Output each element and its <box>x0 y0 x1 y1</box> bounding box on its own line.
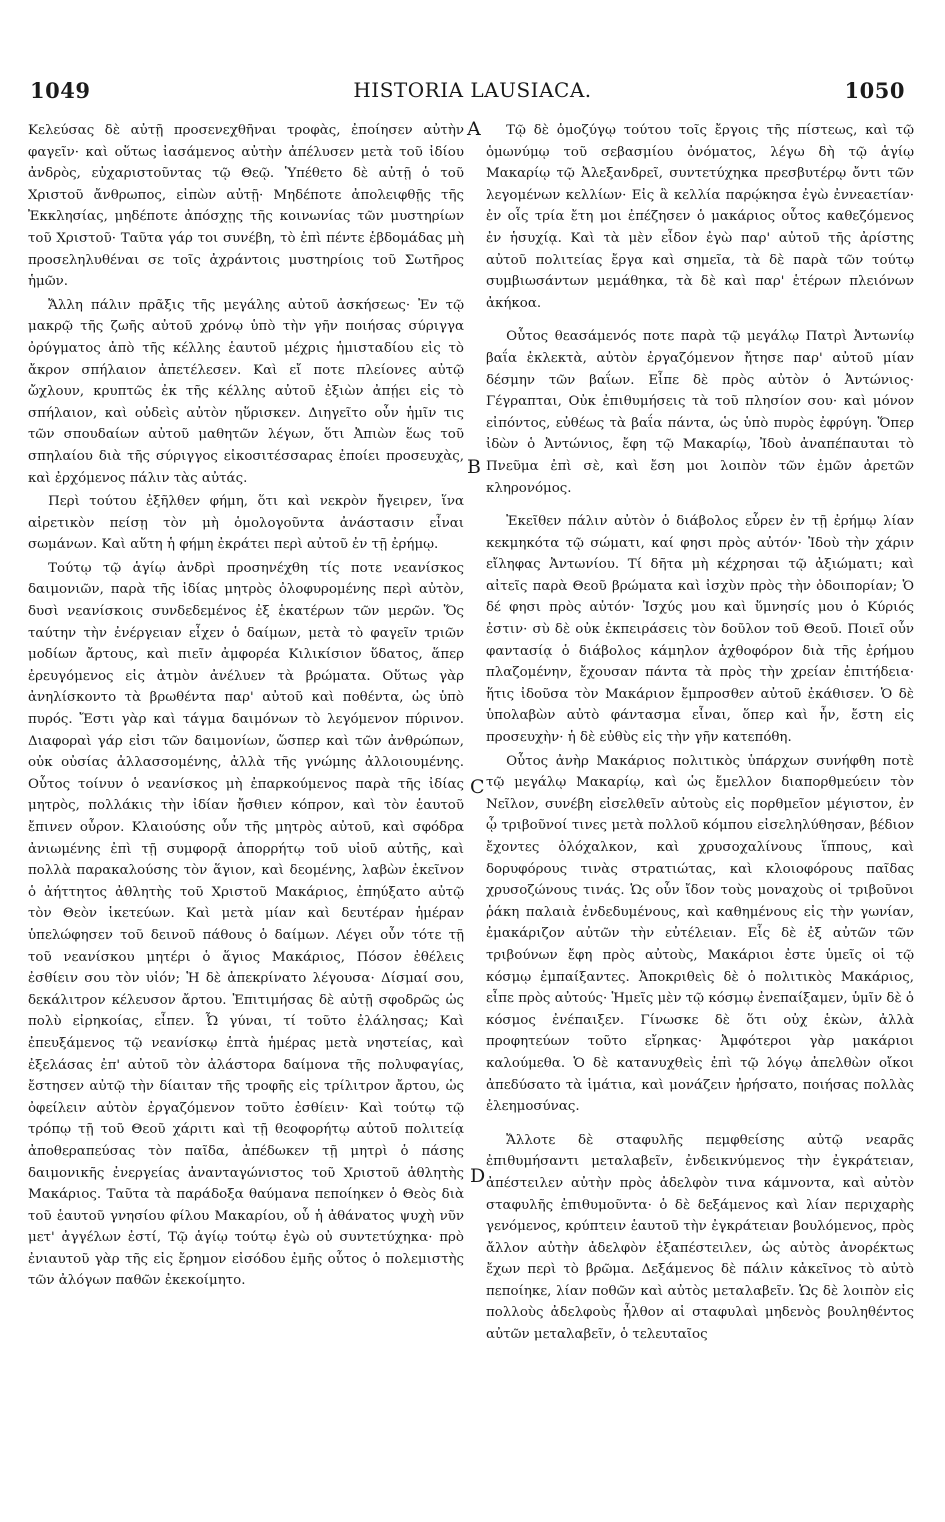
left-column <box>28 120 464 1292</box>
right-paragraph-5: Ἄλλοτε δὲ σταφυλῆς πεμφθείσης αὐτῷ νεαρᾶς ἐπιθυμήσαντι μεταλαβεῖν, ἐνδεικνύμενος τὴν ἐγκράτειαν, ἀπέστειλεν αὐτὴν πρὸς ἀδελφὸν τινα κάμνοντα, καὶ αὐτὸν σταφυλῆς ἐπιθυμοῦντα· ὁ δὲ δεξάμενος καὶ λίαν περιχαρὴς γενόμενος, κρύπτειν ἑαυτοῦ τὴν ἐγκράτειαν βουλόμενος, πρὸς ἄλλον αὐτὴν ἀδελφὸν ἐξαπέστειλεν, ὡς αὐτὸς ἀνορέκτως ἔχων περὶ τὸ βρῶμα. Δεξάμενος δὲ πάλιν κἀκεῖνος τὸ αὐτὸ πεποίηκε, λίαν ποθῶν καὶ αὐτὸς μεταλαβεῖν. Ὡς δὲ λοιπὸν εἰς πολλοὺς ἀδελφοὺς ἦλθον αἱ σταφυλαὶ μηδενὸς βουληθέντος αὐτῶν μεταλαβεῖν, ὁ τελευταῖος <box>486 1132 914 1343</box>
left-paragraph-2: Ἄλλη πάλιν πρᾶξις τῆς μεγάλης αὐτοῦ ἀσκήσεως· Ἐν τῷ μακρῷ τῆς ζωῆς αὐτοῦ χρόνῳ ὑπὸ τὴν γῆν ποιήσας σύριγγα ὀρύγματος ἀπὸ τῆς κέλλης ἑαυτοῦ μέχρις ἡμισταδίου εἰς τὸ ἄκρον σπήλαιον ἀπετέλεσεν. Καὶ εἴ ποτε πλείονες αὐτῷ ὤχλουν, κρυπτῶς ἐκ τῆς κέλλης αὐτοῦ ἐξιὼν ἀπῄει εἰς τὸ σπήλαιον, καὶ οὐδεὶς αὐτὸν ηὕρισκεν. Διηγεῖτο οὖν ἡμῖν τις τῶν σπουδαίων αὐτοῦ μαθητῶν λέγων, ὅτι Ἀπιὼν ἕως τοῦ σπηλαίου διὰ τῆς σύριγγος εἰκοσιτέσσαρας ἐποίει προσευχὰς, καὶ ἐρχόμενος πάλιν τὰς αὐτάς. <box>28 297 464 486</box>
margin-marker-d: D <box>470 1165 486 1187</box>
margin-marker-c: C <box>470 776 485 798</box>
right-paragraph-2: Οὗτος θεασάμενός ποτε παρὰ τῷ μεγάλῳ Πατρὶ Ἀντωνίῳ βαΐα ἐκλεκτὰ, αὐτὸν ἐργαζόμενον ἤτησε παρ' αὐτοῦ μίαν δέσμην τῶν βαΐων. Εἶπε δὲ πρὸς αὐτὸν ὁ Ἀντώνιος· Γέγραπται, Οὐκ ἐπιθυμήσεις τὰ τοῦ πλησίον σου· καὶ μόνον εἰπόντος, εὐθέως τὰ βαΐα πάντα, ὡς ὑπὸ πυρὸς ἐφρύγη. Ὅπερ ἰδὼν ὁ Ἀντώνιος, ἔφη τῷ Μακαρίῳ, Ἰδοὺ ἀναπέπαυται τὸ Πνεῦμα ἐπὶ σὲ, καὶ ἔση μοι λοιπὸν τῶν ἐμῶν ἀρετῶν κληρονόμος. <box>486 329 914 496</box>
right-column <box>486 120 914 1346</box>
left-paragraph-3: Περὶ τούτου ἐξῆλθεν φήμη, ὅτι καὶ νεκρὸν ἤγειρεν, ἵνα αἱρετικὸν πείσῃ τὸν μὴ ὁμολογοῦντα ἀνάστασιν εἶναι σωμάνων. Καὶ αὕτη ἡ φήμη ἐκράτει περὶ αὐτοῦ ἐν τῇ ἐρήμῳ. <box>28 494 464 553</box>
running-title: HISTORIA LAUSIACA. <box>353 78 592 102</box>
right-paragraph-3: Ἐκεῖθεν πάλιν αὐτὸν ὁ διάβολος εὗρεν ἐν τῇ ἐρήμῳ λίαν κεκμηκότα τῷ σώματι, καί φησι πρὸς αὐτόν· Ἰδοὺ τὴν χάριν εἴληφας Ἀντωνίου. Τί δῆτα μὴ κέχρησαι τῷ ἀξιώματι; καὶ αἰτεῖς παρὰ Θεοῦ βρώματα καὶ ἰσχὺν πρὸς τὴν ὁδοιπορίαν; Ὁ δέ φησι πρὸς αὐτόν· Ἰσχύς μου καὶ ὕμνησίς μου ὁ Κύριός ἐστιν· σὺ δὲ οὐκ ἐκπειράσεις τὸν δοῦλον τοῦ Θεοῦ. Ποιεῖ οὖν φαντασίᾳ ὁ διάβολος κάμηλον ἀχθοφόρον διὰ τῆς ἐρήμου πλαζομένην, ἔχουσαν πάντα τὰ πρὸς τὴν χρείαν ἐπιτήδεια· ἥτις ἰδοῦσα τὸν Μακάριον ἔμπροσθεν αὐτοῦ ἐκάθισεν. Ὁ δὲ ὑπολαβὼν αὐτὸ φάντασμα εἶναι, ὅπερ καὶ ἦν, ἔστη εἰς προσευχὴν· ἡ δὲ εὐθὺς εἰς τὴν γῆν κατεπόθη. <box>486 514 914 746</box>
left-paragraph-4: Τούτῳ τῷ ἁγίῳ ἀνδρὶ προσηνέχθη τίς ποτε νεανίσκος δαιμονιῶν, παρὰ τῆς ἰδίας μητρὸς ὀλοφυρομένης περὶ αὐτὸν, δυσὶ νεανίσκοις συνδεδεμένος ἐξ ἑκατέρων τῶν μερῶν. Ὅς ταύτην τὴν ἐνέργειαν εἶχεν ὁ δαίμων, μετὰ τὸ φαγεῖν τριῶν μοδίων ἄρτους, καὶ πιεῖν ἀμφορέα Κιλικίσιον ὕδατος, ἅπερ ἐρευγόμενος εἰς ἀτμὸν ἀνέλυεν τὰ βρώματα. Οὕτως γὰρ ἀνηλίσκοντο τὰ βρωθέντα παρ' αὐτοῦ καὶ ποθέντα, ὡς ὑπὸ πυρός. Ἔστι γὰρ καὶ τάγμα δαιμόνων τὸ λεγόμενον πύρινον. Διαφοραὶ γάρ εἰσι τῶν δαιμονίων, ὥσπερ καὶ τῶν ἀνθρώπων, οὐκ οὐσίας ἀλλασσομένης, ἀλλὰ τῆς γνώμης ἀλλοιουμένης. Οὗτος τοίνυν ὁ νεανίσκος μὴ ἐπαρκούμενος παρὰ τῆς ἰδίας μητρὸς, πολλάκις τὴν ἰδίαν ἤσθιεν κόπρον, καὶ τὸν ἑαυτοῦ ἔπινεν οὖρον. Κλαιούσης οὖν τῆς μητρὸς αὐτοῦ, καὶ σφόδρα ἀνιωμένης ἐπὶ τῇ συμφορᾷ ἀπορρήτῳ τοῦ υἱοῦ αὐτῆς, καὶ πολλὰ παρακαλούσης τὸν ἅγιον, καὶ δεομένης, λαβὼν ἐκεῖνον ὁ ἀήττητος ἀθλητὴς τοῦ Χριστοῦ Μακάριος, ἐπηύξατο αὐτῷ τὸν Θεὸν ἱκετεύων. Καὶ μετὰ μίαν καὶ δευτέραν ἡμέραν ὑπελώφησεν τοῦ δεινοῦ πάθους ὁ δαίμων. Λέγει οὖν τότε τῇ τοῦ νεανίσκου μητέρι ὁ ἅγιος Μακάριος, Πόσον ἐθέλεις ἐσθίειν σου τὸν υἱόν; Ἡ δὲ ἀπεκρίνατο λέγουσα· Δίσμαί σου, δεκάλιτρον κέλευσον ἄρτου. Ἐπιτιμήσας δὲ αὐτῇ σφοδρῶς ὡς πολὺ εἰρηκοίας, εἶπεν. Ὦ γύναι, τί τοῦτο ἐλάλησας; Καὶ ἐπευξάμενος τῷ νεανίσκῳ ἑπτὰ ἡμέρας μετὰ νηστείας, καὶ ἐξελάσας ἐπ' αὐτοῦ τὸν ἀλάστορα δαίμονα τῆς πολυφαγίας, ἔστησεν αὐτῷ τὴν δίαιταν τῆς τροφῆς εἰς τρίλιτρον ἄρτου, ὡς ὀφείλειν αὐτὸν ἐργαζόμενον τοῦτο ἐσθίειν· Καὶ τούτῳ τῷ τρόπῳ τῇ τοῦ Θεοῦ χάριτι καὶ τῇ θεοφορήτῳ αὐτοῦ πολιτείᾳ ἀποθεραπεύσας τὸν παῖδα, ἀπέδωκεν τῇ μητρὶ ὁ πάσης δαιμονικῆς ἐνεργείας ἀνανταγώνιστος τοῦ Χριστοῦ ἀθλητὴς Μακάριος. Ταῦτα τὰ παράδοξα θαύμανα πεποίηκεν ὁ Θεὸς διὰ τοῦ ἑαυτοῦ γνησίου φίλου Μακαρίου, οὗ ἡ ἀθάνατος ψυχὴ νῦν μετ' ἀγγέλων ἐστί, Τῷ ἁγίῳ τούτῳ ἐγὼ οὐ συντετύχηκα· πρὸ ἐνιαυτοῦ γὰρ τῆς εἰς ἔρημον εἰσόδου ἐμῆς οὗτος ὁ πολεμιστὴς τῶν ἀλόγων παθῶν ἐκεκοίμητο. <box>28 560 464 1289</box>
right-paragraph-4: Οὗτος ἀνὴρ Μακάριος πολιτικὸς ὑπάρχων συνήφθη ποτὲ τῷ μεγάλῳ Μακαρίῳ, καὶ ὡς ἔμελλον διαπορθμεύειν τὸν Νεῖλον, συνέβη εἰσελθεῖν αὐτοὺς εἰς πορθμεῖον μέγιστον, ἐν ᾧ τριβοῦνοί τινες μετὰ πολλοῦ κόμπου εἰσεληλύθησαν, βέδιον ἔχοντες ὁλόχαλκον, καὶ χρυσοχαλίνους ἵππους, καὶ δορυφόρους τινὰς στρατιώτας, καὶ κλοιοφόρους παῖδας χρυσοζώνους τινάς. Ὡς οὖν ἴδον τοὺς μοναχοὺς οἱ τριβοῦνοι ῥάκη παλαιὰ ἐνδεδυμένους, καὶ καθημένους εἰς τὴν γωνίαν, ἐμακάριζον αὐτῶν τὴν εὐτέλειαν. Εἷς δὲ ἐξ αὐτῶν τῶν τριβούνων ἔφη πρὸς αὐτοὺς, Μακάριοι ἐστε ὑμεῖς οἱ τῷ κόσμῳ ἐμπαίξαντες. Ἀποκριθεὶς δὲ ὁ πολιτικὸς Μακάριος, εἶπε πρὸς αὐτούς· Ἡμεῖς μὲν τῷ κόσμῳ ἐνεπαίξαμεν, ὑμῖν δὲ ὁ κόσμος ἐνέπαιξεν. Γίνωσκε δὲ ὅτι οὐχ ἑκὼν, ἀλλὰ προφητεύων τοῦτο εἴρηκας· Ἀμφότεροι γὰρ μακάριοι καλούμεθα. Ὁ δὲ κατανυχθεὶς ἐπὶ τῷ λόγῳ ἀπελθὼν οἴκοι ἀπεδύσατο τὰ ἱμάτια, καὶ μονάζειν ἠρήσατο, ποιήσας πολλὰς ἐλεημοσύνας. <box>486 753 914 1115</box>
page-number-left: 1049 <box>30 78 91 103</box>
page-header <box>0 78 945 108</box>
right-paragraph-1: Τῷ δὲ ὁμοζύγῳ τούτου τοῖς ἔργοις τῆς πίστεως, καὶ τῷ ὁμωνύμῳ τοῦ σεβασμίου ὀνόματος, λέγω δὴ τῷ ἁγίῳ Μακαρίῳ τῷ Ἀλεξανδρεῖ, συντετύχηκα πρεσβυτέρῳ ὄντι τῶν λεγομένων κελλίων· Εἰς ἃ κελλία παρῴκησα ἐγὼ ἐννεαετίαν· ἐν οἷς τρία ἔτη μοι ἐπέζησεν ὁ μακάριος οὗτος καθεζόμενος ἐν ἡσυχίᾳ. Καὶ τὰ μὲν εἶδον ἐγὼ παρ' αὐτοῦ τῆς ἀρίστης αὐτοῦ πολιτείας ἔργα καὶ σημεῖα, τὰ δὲ παρὰ τῶν τούτῳ συμβιωσάντων μεμάθηκα, τὰ δὲ καὶ παρ' ἑτέρων πλειόνων ἀκήκοα. <box>486 123 914 311</box>
page-number-right: 1050 <box>844 78 905 103</box>
margin-marker-a: A <box>467 118 481 140</box>
left-paragraph-1: Κελεύσας δὲ αὐτῇ προσενεχθῆναι τροφὰς, ἐποίησεν αὐτὴν φαγεῖν· καὶ οὕτως ἰασάμενος αὐτὴν ἀπέλυσεν μετὰ τοῦ ἰδίου ἀνδρὸς, εὐχαριστοῦντας τῷ Θεῷ. Ὑπέθετο δὲ αὐτῇ ὁ τοῦ Χριστοῦ ἄνθρωπος, εἰπὼν αὐτῇ· Μηδέποτε ἀπολειφθῇς τῆς Ἐκκλησίας, μηδέποτε ἀπόσχῃς τῆς κοινωνίας τῶν μυστηρίων τοῦ Χριστοῦ· Ταῦτα γάρ τοι συνέβη, τὸ ἐπὶ πέντε ἑβδομάδας μὴ προσεληλυθέναι σε τοῖς ἀχράντοις μυστηρίοις τοῦ Σωτῆρος ἡμῶν. <box>28 123 464 290</box>
margin-marker-b: B <box>467 456 481 478</box>
